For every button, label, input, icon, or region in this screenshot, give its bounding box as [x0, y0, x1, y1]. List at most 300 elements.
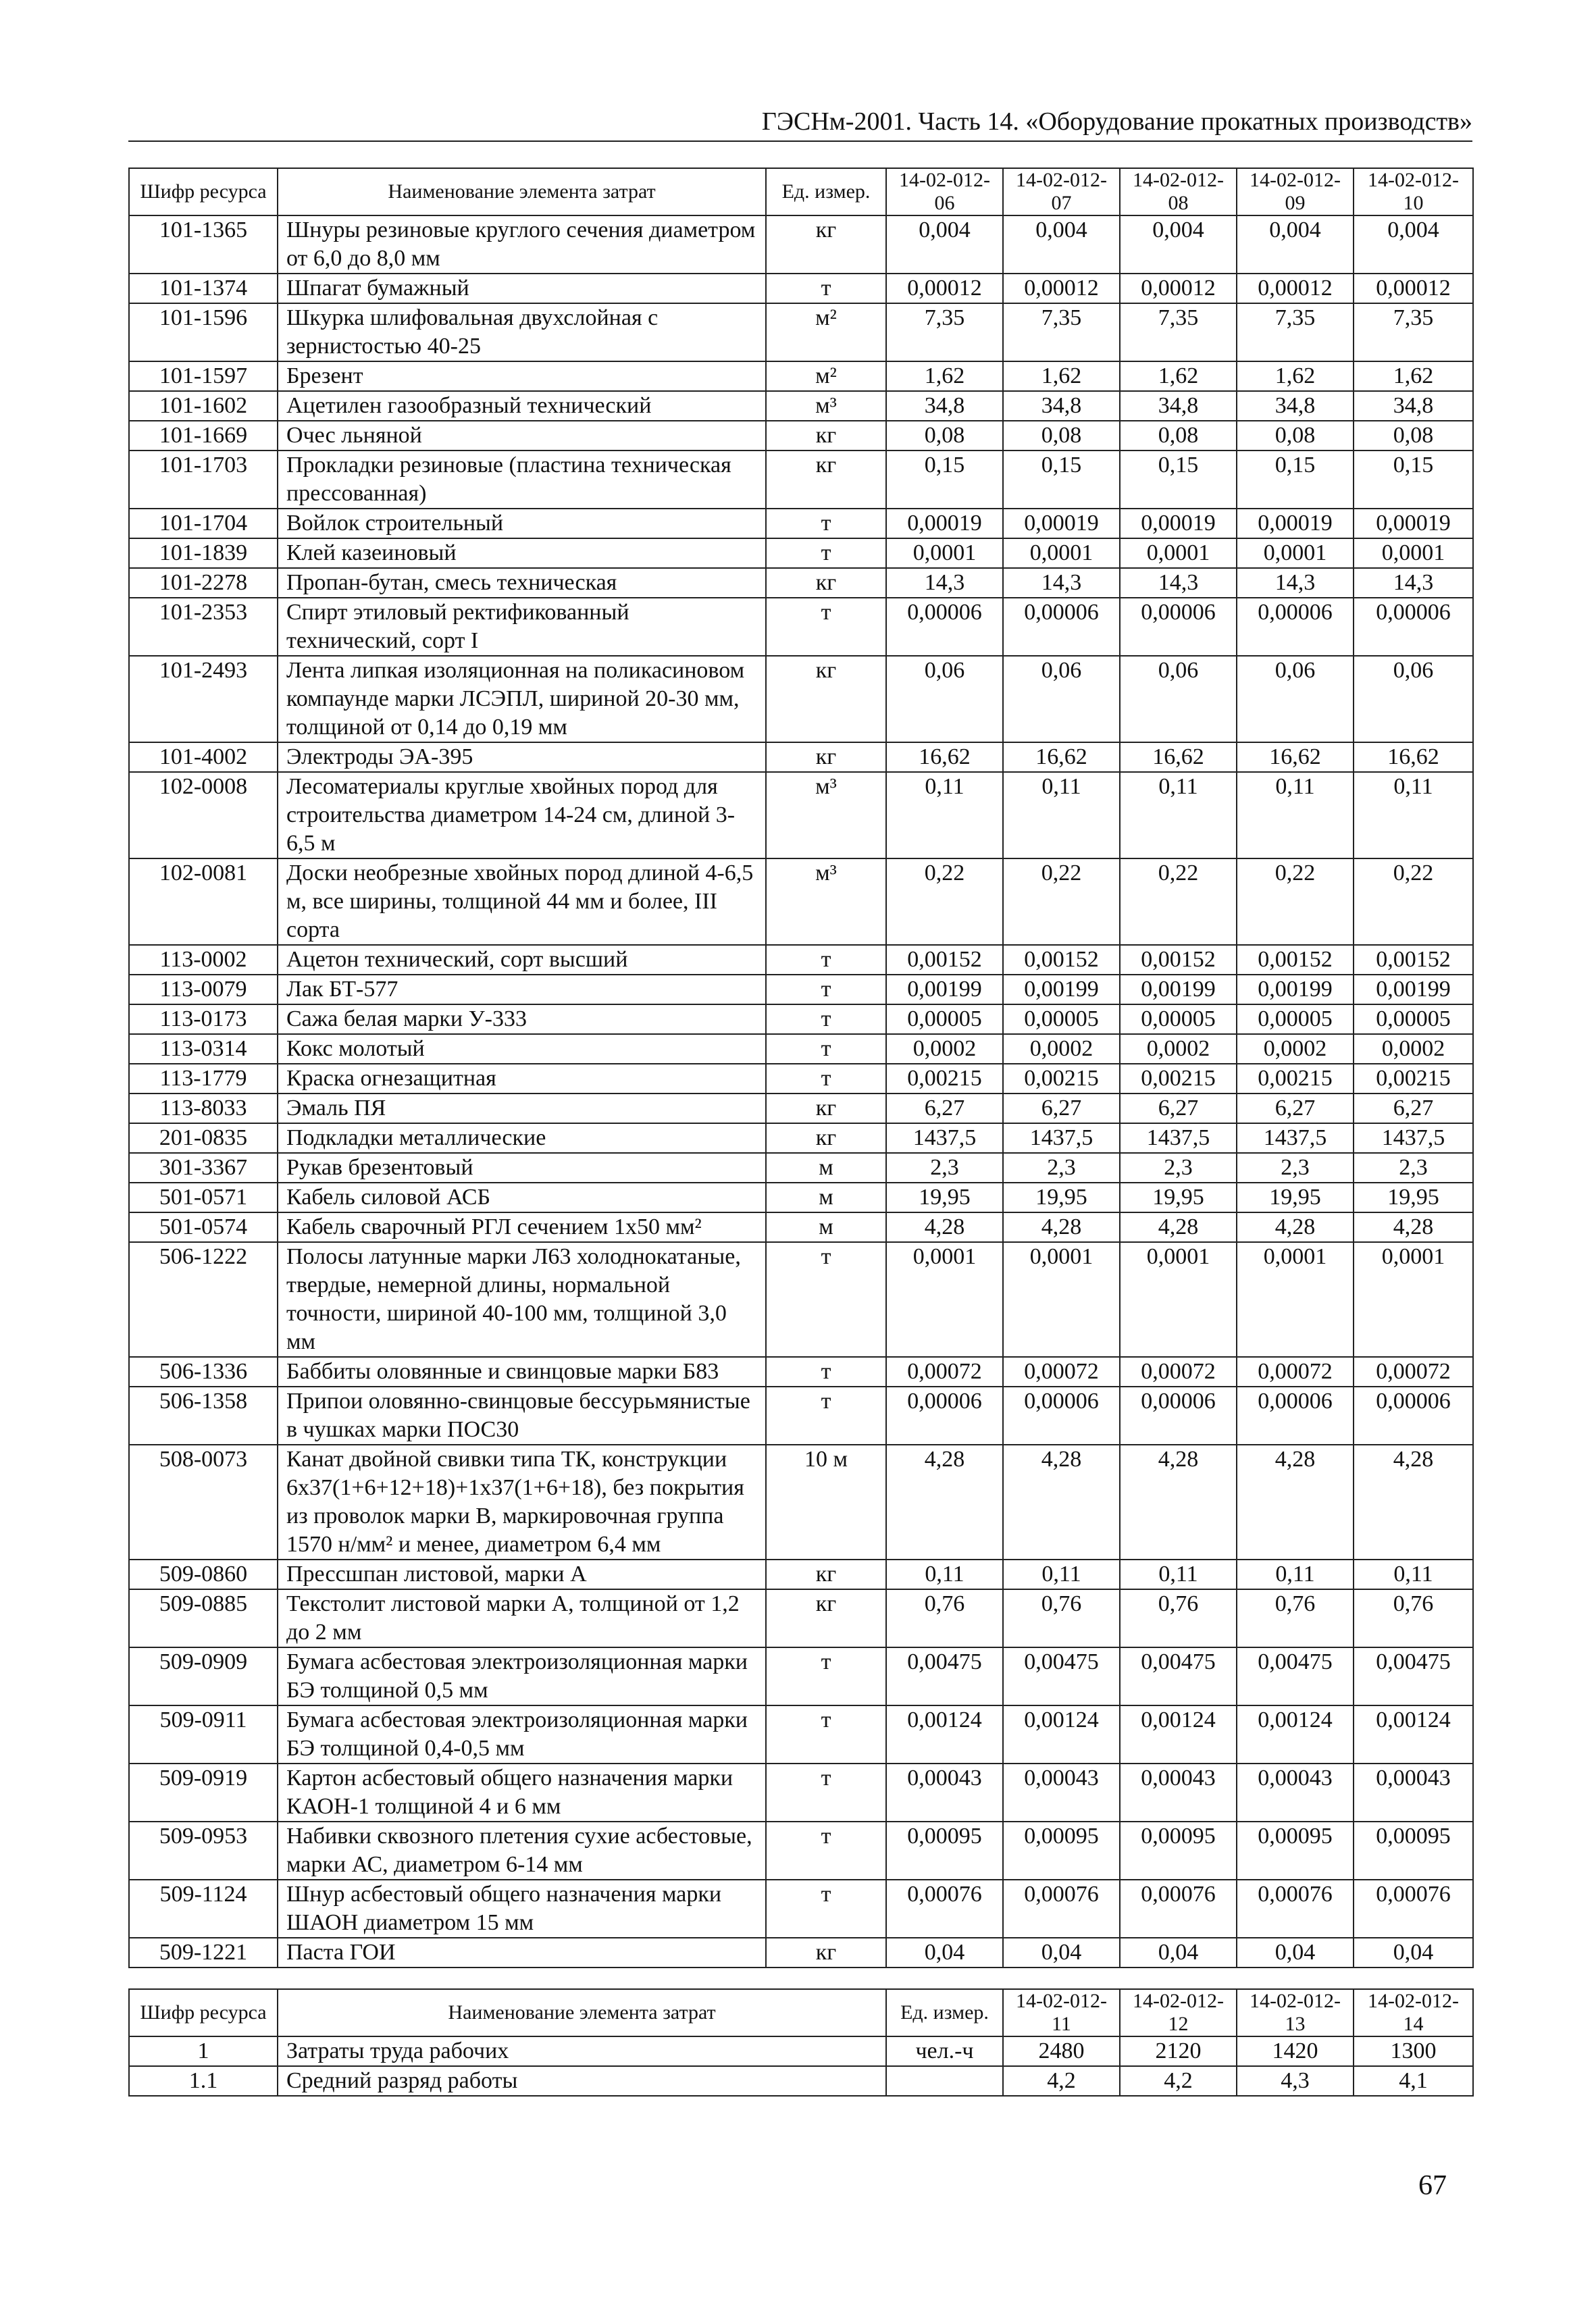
norm-value: 0,0002 [1003, 1034, 1120, 1064]
norm-value: 14,3 [1354, 568, 1473, 598]
norm-value: 16,62 [1237, 742, 1354, 772]
norm-value: 0,00012 [1120, 274, 1237, 303]
norm-value: 6,27 [1120, 1094, 1237, 1123]
norm-value: 0,00475 [1237, 1647, 1354, 1705]
norm-value: 0,0002 [1237, 1034, 1354, 1064]
resource-code: 101-4002 [129, 742, 278, 772]
resource-unit: т [766, 1387, 886, 1445]
resource-name: Доски необрезные хвойных пород длиной 4-6,5 м, все ширины, толщиной 44 мм и более, III сорта [278, 858, 766, 945]
resource-name: Подкладки металлические [278, 1123, 766, 1153]
resource-code: 113-0173 [129, 1004, 278, 1034]
norm-value: 0,004 [886, 215, 1003, 274]
resource-unit: т [766, 1034, 886, 1064]
resource-unit: чел.-ч [886, 2036, 1003, 2066]
resource-unit: кг [766, 1123, 886, 1153]
norm-value: 14,3 [1237, 568, 1354, 598]
resource-code: 301-3367 [129, 1153, 278, 1183]
norm-value: 0,76 [886, 1589, 1003, 1647]
norm-value: 7,35 [1120, 303, 1237, 361]
resource-code: 101-2278 [129, 568, 278, 598]
resource-name: Шнур асбестовый общего назначения марки ШАОН диаметром 15 мм [278, 1880, 766, 1938]
norm-value: 0,00124 [1237, 1705, 1354, 1764]
table-row [129, 1123, 1473, 1153]
resource-code: 509-0860 [129, 1560, 278, 1589]
resource-unit: кг [766, 1560, 886, 1589]
resource-name: Сажа белая марки У-333 [278, 1004, 766, 1034]
norm-value: 0,00475 [1003, 1647, 1120, 1705]
norm-value: 0,08 [1354, 421, 1473, 451]
norm-value: 0,00012 [1237, 274, 1354, 303]
resource-name: Клей казеиновый [278, 538, 766, 568]
resource-unit: т [766, 538, 886, 568]
table-row [129, 1094, 1473, 1123]
norm-value: 0,00012 [1003, 274, 1120, 303]
norm-value: 1420 [1237, 2036, 1354, 2066]
norm-value: 0,00095 [1237, 1822, 1354, 1880]
page-number: 67 [1418, 2170, 1447, 2201]
resource-name: Затраты труда рабочих [278, 2036, 886, 2066]
resource-name: Кокс молотый [278, 1034, 766, 1064]
norm-value: 19,95 [1003, 1183, 1120, 1212]
resource-unit: т [766, 1242, 886, 1357]
resource-code: 1 [129, 2036, 278, 2066]
norm-value: 2,3 [886, 1153, 1003, 1183]
resource-name: Краска огнезащитная [278, 1064, 766, 1094]
norm-value: 0,11 [886, 1560, 1003, 1589]
resource-code: 102-0081 [129, 858, 278, 945]
resource-unit: т [766, 1647, 886, 1705]
norm-value: 7,35 [886, 303, 1003, 361]
norm-value: 0,00124 [1120, 1705, 1237, 1764]
table-row [129, 1822, 1473, 1880]
norm-value: 0,22 [1120, 858, 1237, 945]
norm-value: 0,04 [1120, 1938, 1237, 1968]
norm-value: 0,00215 [886, 1064, 1003, 1094]
norm-value: 0,00475 [1120, 1647, 1237, 1705]
norm-value: 0,00019 [886, 509, 1003, 538]
norm-value: 0,00043 [1354, 1764, 1473, 1822]
norm-value: 0,06 [1237, 656, 1354, 742]
norm-value: 14,3 [1120, 568, 1237, 598]
col-header-unit: Ед. измер. [886, 1989, 1003, 2036]
norm-value: 0,0002 [1120, 1034, 1237, 1064]
col-header-norm: 14-02-012-11 [1003, 1989, 1120, 2036]
norm-value: 16,62 [1120, 742, 1237, 772]
norm-value: 0,00043 [886, 1764, 1003, 1822]
norm-value: 0,00199 [1120, 975, 1237, 1004]
norm-value: 0,00006 [1354, 1387, 1473, 1445]
norm-value: 0,08 [1237, 421, 1354, 451]
table-row [129, 2036, 1473, 2066]
table-row [129, 1445, 1473, 1560]
norm-value: 0,08 [1120, 421, 1237, 451]
norm-value: 34,8 [886, 391, 1003, 421]
col-header-norm: 14-02-012-10 [1354, 168, 1473, 215]
norm-value: 16,62 [886, 742, 1003, 772]
resource-unit: кг [766, 421, 886, 451]
col-header-unit: Ед. измер. [766, 168, 886, 215]
norm-value: 19,95 [1120, 1183, 1237, 1212]
norm-value: 0,00199 [1237, 975, 1354, 1004]
norm-value: 0,76 [1237, 1589, 1354, 1647]
table-row [129, 1153, 1473, 1183]
norm-value: 4,2 [1120, 2066, 1237, 2096]
col-header-norm: 14-02-012-08 [1120, 168, 1237, 215]
resource-unit: м² [766, 361, 886, 391]
norm-value: 0,04 [1003, 1938, 1120, 1968]
col-header-name: Наименование элемента затрат [278, 168, 766, 215]
resource-code: 101-1602 [129, 391, 278, 421]
table-row [129, 303, 1473, 361]
resource-name: Картон асбестовый общего назначения марки КАОН-1 толщиной 4 и 6 мм [278, 1764, 766, 1822]
resource-unit: т [766, 1064, 886, 1094]
norm-value: 0,76 [1120, 1589, 1237, 1647]
norm-value: 0,00076 [1354, 1880, 1473, 1938]
norm-value: 0,0002 [1354, 1034, 1473, 1064]
table-row [129, 975, 1473, 1004]
resource-name: Полосы латунные марки Л63 холоднокатаные, твердые, немерной длины, нормальной точности, шириной 40-100 мм, толщиной 3,0 мм [278, 1242, 766, 1357]
norm-value: 0,15 [1120, 451, 1237, 509]
norm-value: 0,11 [1003, 772, 1120, 858]
resource-name: Бумага асбестовая электроизоляционная марки БЭ толщиной 0,5 мм [278, 1647, 766, 1705]
norm-value: 2120 [1120, 2036, 1237, 2066]
norm-value: 16,62 [1003, 742, 1120, 772]
resource-code: 101-1669 [129, 421, 278, 451]
resource-name: Пропан-бутан, смесь техническая [278, 568, 766, 598]
resource-code: 509-0911 [129, 1705, 278, 1764]
col-header-norm: 14-02-012-12 [1120, 1989, 1237, 2036]
resource-name: Эмаль ПЯ [278, 1094, 766, 1123]
norm-value: 0,00005 [1120, 1004, 1237, 1034]
norm-value: 0,22 [886, 858, 1003, 945]
norm-value: 0,00475 [1354, 1647, 1473, 1705]
table-row [129, 1764, 1473, 1822]
norm-value: 0,76 [1003, 1589, 1120, 1647]
resource-code: 101-2493 [129, 656, 278, 742]
table-row [129, 1004, 1473, 1034]
resource-table [128, 168, 1474, 1968]
norm-value: 6,27 [886, 1094, 1003, 1123]
table-header-row [129, 1989, 1473, 2036]
norm-value: 0,00475 [886, 1647, 1003, 1705]
norm-value: 0,04 [1354, 1938, 1473, 1968]
resource-code: 101-1365 [129, 215, 278, 274]
resource-unit: т [766, 1705, 886, 1764]
norm-value: 6,27 [1354, 1094, 1473, 1123]
resource-unit: м [766, 1183, 886, 1212]
table-header-row [129, 168, 1473, 215]
resource-unit: т [766, 1357, 886, 1387]
norm-value: 0,00019 [1120, 509, 1237, 538]
norm-value: 0,00124 [1354, 1705, 1473, 1764]
norm-value: 0,08 [886, 421, 1003, 451]
norm-value: 1437,5 [1354, 1123, 1473, 1153]
norm-value: 0,0002 [886, 1034, 1003, 1064]
resource-unit: т [766, 945, 886, 975]
norm-value: 0,0001 [886, 538, 1003, 568]
norm-value: 0,00005 [1003, 1004, 1120, 1034]
norm-value: 0,06 [886, 656, 1003, 742]
norm-value: 2,3 [1120, 1153, 1237, 1183]
norm-value: 0,00124 [886, 1705, 1003, 1764]
norm-value: 1437,5 [1003, 1123, 1120, 1153]
resource-unit [886, 2066, 1003, 2096]
resource-code: 501-0574 [129, 1212, 278, 1242]
norm-value: 0,0001 [1237, 1242, 1354, 1357]
norm-value: 0,00006 [886, 1387, 1003, 1445]
norm-value: 0,11 [1354, 772, 1473, 858]
resource-code: 113-0002 [129, 945, 278, 975]
resource-unit: т [766, 975, 886, 1004]
resource-code: 509-0953 [129, 1822, 278, 1880]
norm-value: 0,11 [1003, 1560, 1120, 1589]
resource-code: 509-0919 [129, 1764, 278, 1822]
norm-value: 0,06 [1120, 656, 1237, 742]
col-header-code: Шифр ресурса [129, 1989, 278, 2036]
norm-value: 0,00152 [1354, 945, 1473, 975]
norm-value: 0,0001 [1003, 1242, 1120, 1357]
resource-code: 501-0571 [129, 1183, 278, 1212]
norm-value: 0,00076 [886, 1880, 1003, 1938]
table-row [129, 391, 1473, 421]
table-row [129, 1242, 1473, 1357]
norm-value: 0,004 [1354, 215, 1473, 274]
resource-unit: т [766, 598, 886, 656]
norm-value: 0,00043 [1237, 1764, 1354, 1822]
resource-name: Прессшпан листовой, марки А [278, 1560, 766, 1589]
resource-unit: т [766, 1764, 886, 1822]
resource-name: Кабель сварочный РГЛ сечением 1х50 мм² [278, 1212, 766, 1242]
resource-code: 509-0909 [129, 1647, 278, 1705]
norm-value: 4,28 [1003, 1212, 1120, 1242]
norm-value: 0,00043 [1120, 1764, 1237, 1822]
table-row [129, 858, 1473, 945]
resource-unit: т [766, 1004, 886, 1034]
norm-value: 0,00076 [1120, 1880, 1237, 1938]
norm-value: 4,3 [1237, 2066, 1354, 2096]
resource-unit: кг [766, 1094, 886, 1123]
norm-value: 0,00006 [1237, 1387, 1354, 1445]
table-row [129, 2066, 1473, 2096]
norm-value: 4,28 [1354, 1445, 1473, 1560]
norm-value: 19,95 [886, 1183, 1003, 1212]
norm-value: 0,00152 [886, 945, 1003, 975]
resource-code: 113-8033 [129, 1094, 278, 1123]
col-header-code: Шифр ресурса [129, 168, 278, 215]
resource-unit: м² [766, 303, 886, 361]
resource-code: 509-0885 [129, 1589, 278, 1647]
norm-value: 1,62 [1237, 361, 1354, 391]
resource-code: 201-0835 [129, 1123, 278, 1153]
norm-value: 1300 [1354, 2036, 1473, 2066]
resource-unit: м³ [766, 858, 886, 945]
norm-value: 0,004 [1237, 215, 1354, 274]
resource-name: Ацетилен газообразный технический [278, 391, 766, 421]
col-header-norm: 14-02-012-09 [1237, 168, 1354, 215]
resource-unit: т [766, 274, 886, 303]
table-row [129, 1938, 1473, 1968]
norm-value: 0,00095 [1120, 1822, 1237, 1880]
norm-value: 0,15 [886, 451, 1003, 509]
resource-unit: 10 м [766, 1445, 886, 1560]
norm-value: 0,0001 [1120, 1242, 1237, 1357]
norm-value: 1437,5 [1237, 1123, 1354, 1153]
norm-value: 4,28 [1354, 1212, 1473, 1242]
table-row [129, 742, 1473, 772]
resource-unit: т [766, 509, 886, 538]
norm-value: 0,00006 [1120, 598, 1237, 656]
resource-code: 101-1374 [129, 274, 278, 303]
norm-value: 0,00012 [886, 274, 1003, 303]
norm-value: 0,08 [1003, 421, 1120, 451]
table-row [129, 509, 1473, 538]
resource-unit: кг [766, 742, 886, 772]
norm-value: 0,11 [1237, 1560, 1354, 1589]
resource-code: 101-1596 [129, 303, 278, 361]
norm-value: 0,00006 [1003, 598, 1120, 656]
norm-value: 0,76 [1354, 1589, 1473, 1647]
norm-value: 0,00199 [1003, 975, 1120, 1004]
col-header-norm: 14-02-012-07 [1003, 168, 1120, 215]
norm-value: 6,27 [1237, 1094, 1354, 1123]
norm-value: 0,00012 [1354, 274, 1473, 303]
resource-unit: кг [766, 568, 886, 598]
norm-value: 0,00215 [1120, 1064, 1237, 1094]
norm-value: 0,00006 [1003, 1387, 1120, 1445]
resource-unit: т [766, 1880, 886, 1938]
resource-code: 101-1597 [129, 361, 278, 391]
table-row [129, 1064, 1473, 1094]
table-row [129, 568, 1473, 598]
resource-code: 113-1779 [129, 1064, 278, 1094]
norm-value: 0,00095 [1003, 1822, 1120, 1880]
table-row [129, 598, 1473, 656]
table-row [129, 421, 1473, 451]
table-row [129, 1034, 1473, 1064]
norm-value: 0,00043 [1003, 1764, 1120, 1822]
norm-value: 4,28 [1237, 1212, 1354, 1242]
table-row [129, 945, 1473, 975]
norm-value: 7,35 [1003, 303, 1120, 361]
resource-unit: кг [766, 656, 886, 742]
page-header: ГЭСНм-2001. Часть 14. «Оборудование прокатных производств» [128, 107, 1472, 142]
resource-code: 506-1336 [129, 1357, 278, 1387]
norm-value: 34,8 [1120, 391, 1237, 421]
norm-value: 1437,5 [1120, 1123, 1237, 1153]
col-header-norm: 14-02-012-13 [1237, 1989, 1354, 2036]
norm-value: 0,0001 [1120, 538, 1237, 568]
norm-value: 0,00006 [1237, 598, 1354, 656]
norm-value: 2,3 [1237, 1153, 1354, 1183]
norm-value: 0,0001 [1003, 538, 1120, 568]
resource-name: Ацетон технический, сорт высший [278, 945, 766, 975]
norm-value: 0,00152 [1237, 945, 1354, 975]
norm-value: 0,00019 [1354, 509, 1473, 538]
norm-value: 34,8 [1003, 391, 1120, 421]
norm-value: 0,00215 [1237, 1064, 1354, 1094]
norm-value: 1,62 [1003, 361, 1120, 391]
resource-name: Электроды ЭА-395 [278, 742, 766, 772]
resource-name: Лесоматериалы круглые хвойных пород для строительства диаметром 14-24 см, длиной 3-6,5 м [278, 772, 766, 858]
norm-value: 4,28 [1237, 1445, 1354, 1560]
table-row [129, 1357, 1473, 1387]
resource-name: Баббиты оловянные и свинцовые марки Б83 [278, 1357, 766, 1387]
resource-code: 101-1703 [129, 451, 278, 509]
norm-value: 6,27 [1003, 1094, 1120, 1123]
norm-value: 34,8 [1237, 391, 1354, 421]
norm-value: 0,00005 [1354, 1004, 1473, 1034]
table-row [129, 538, 1473, 568]
norm-value: 14,3 [1003, 568, 1120, 598]
norm-value: 2480 [1003, 2036, 1120, 2066]
resource-code: 506-1222 [129, 1242, 278, 1357]
norm-value: 4,28 [886, 1212, 1003, 1242]
norm-value: 0,00215 [1354, 1064, 1473, 1094]
table-row [129, 215, 1473, 274]
resource-name: Очес льняной [278, 421, 766, 451]
norm-value: 4,28 [1003, 1445, 1120, 1560]
resource-code: 113-0314 [129, 1034, 278, 1064]
norm-value: 0,15 [1237, 451, 1354, 509]
norm-value: 2,3 [1003, 1153, 1120, 1183]
resource-name: Лента липкая изоляционная на поликасиновом компаунде марки ЛСЭПЛ, шириной 20-30 мм, толщиной от 0,14 до 0,19 мм [278, 656, 766, 742]
resource-name: Канат двойной свивки типа ТК, конструкции 6х37(1+6+12+18)+1х37(1+6+18), без покрытия из проволок марки В, маркировочная группа 1570 н/мм² и менее, диаметром 6,4 мм [278, 1445, 766, 1560]
resource-name: Набивки сквозного плетения сухие асбестовые, марки АС, диаметром 6-14 мм [278, 1822, 766, 1880]
col-header-name: Наименование элемента затрат [278, 1989, 886, 2036]
norm-value: 0,00072 [1003, 1357, 1120, 1387]
norm-value: 0,11 [1354, 1560, 1473, 1589]
norm-value: 0,00076 [1237, 1880, 1354, 1938]
norm-value: 0,00006 [886, 598, 1003, 656]
norm-value: 0,00006 [1120, 1387, 1237, 1445]
norm-value: 0,00076 [1003, 1880, 1120, 1938]
resource-code: 508-0073 [129, 1445, 278, 1560]
norm-value: 0,11 [1237, 772, 1354, 858]
resource-code: 101-1704 [129, 509, 278, 538]
table-row [129, 656, 1473, 742]
resource-unit: т [766, 1822, 886, 1880]
norm-value: 0,0001 [886, 1242, 1003, 1357]
norm-value: 0,22 [1003, 858, 1120, 945]
table-row [129, 1212, 1473, 1242]
norm-value: 4,1 [1354, 2066, 1473, 2096]
norm-value: 0,00019 [1003, 509, 1120, 538]
norm-value: 19,95 [1354, 1183, 1473, 1212]
table-row [129, 274, 1473, 303]
norm-value: 4,28 [1120, 1212, 1237, 1242]
resource-name: Шпагат бумажный [278, 274, 766, 303]
resource-unit: кг [766, 1589, 886, 1647]
norm-value: 34,8 [1354, 391, 1473, 421]
norm-value: 0,06 [1003, 656, 1120, 742]
resource-unit: м³ [766, 391, 886, 421]
norm-value: 0,00005 [886, 1004, 1003, 1034]
resource-unit: кг [766, 451, 886, 509]
norm-value: 0,04 [886, 1938, 1003, 1968]
labor-table [128, 1988, 1474, 2097]
norm-value: 0,15 [1354, 451, 1473, 509]
norm-value: 0,11 [886, 772, 1003, 858]
resource-name: Текстолит листовой марки А, толщиной от 1,2 до 2 мм [278, 1589, 766, 1647]
table-row [129, 772, 1473, 858]
norm-value: 0,00072 [886, 1357, 1003, 1387]
table-row [129, 1387, 1473, 1445]
table-row [129, 1560, 1473, 1589]
resource-name: Спирт этиловый ректификованный технический, сорт I [278, 598, 766, 656]
resource-code: 101-1839 [129, 538, 278, 568]
resource-code: 506-1358 [129, 1387, 278, 1445]
norm-value: 0,00124 [1003, 1705, 1120, 1764]
